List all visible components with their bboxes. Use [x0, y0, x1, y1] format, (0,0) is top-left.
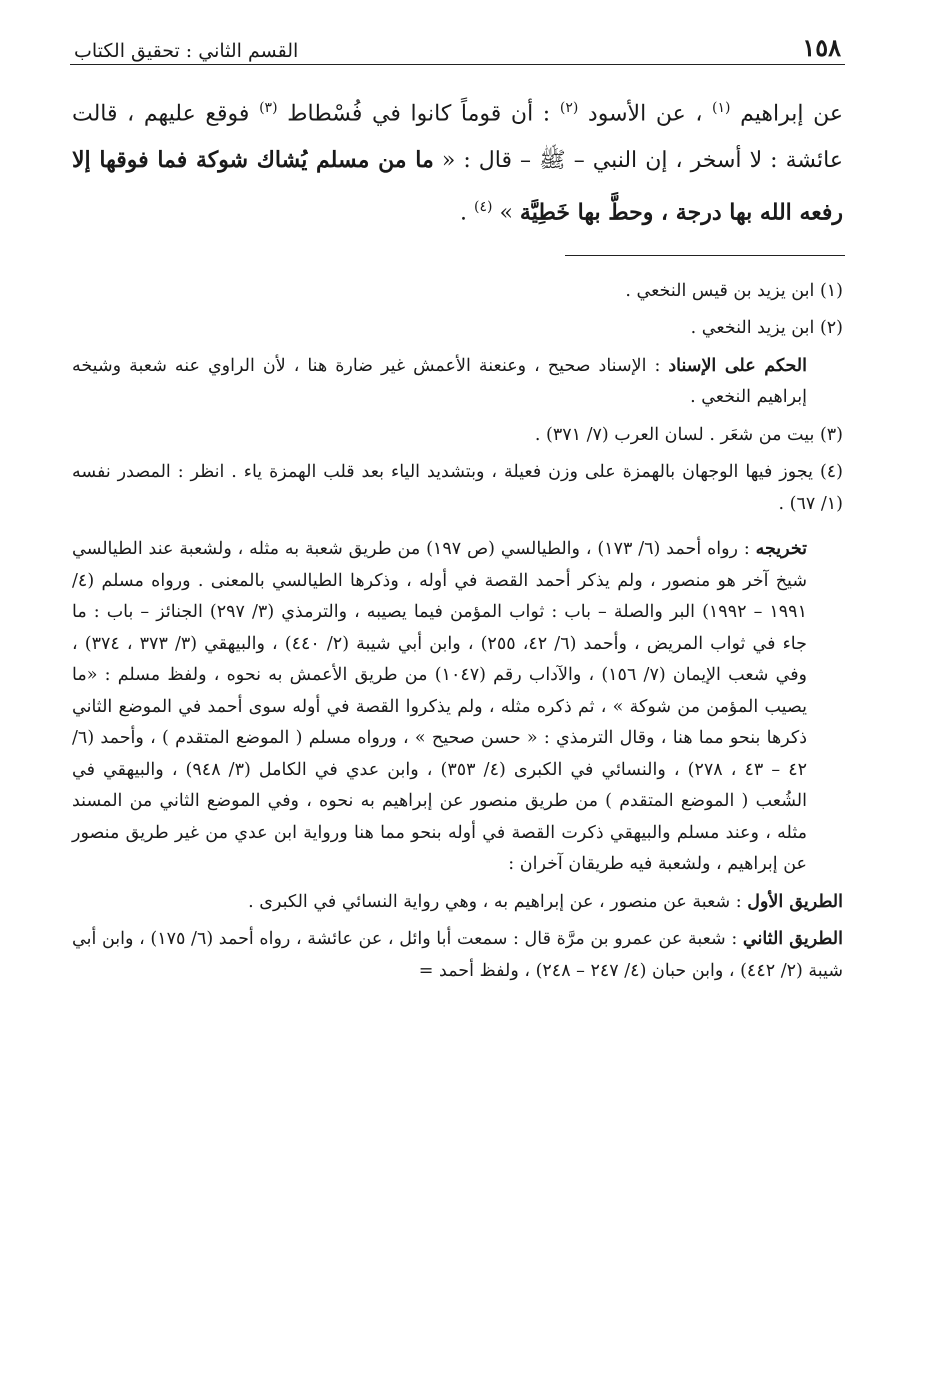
- main-text-part: ، عن الأسود: [578, 101, 713, 127]
- main-text-part: فوقع عليهم ، قالت عائشة : لا أسخر ، إن النبي – ﷺ – قال : «: [72, 101, 843, 174]
- path-2-label: الطريق الثاني: [742, 929, 843, 950]
- main-text: [70, 85, 845, 237]
- takhrij-text: : رواه أحمد (٦/ ١٧٣) ، والطيالسي (ص ١٩٧) من طريق شعبة به مثله ، ولشعبة عند الطيالسي شيخ آخر هو منصور ، ولم يذكر أحمد القصة في أوله ، وذكرها الطيالسي بالمعنى . ورواه مسلم (٤/ ١٩٩١ – ١٩٩٢) البر والصلة – باب : ثواب المؤمن فيما يصيبه ، والترمذي (٣/ ٢٩٧) الجنائز – باب : ما جاء في ثواب المريض ، وأحمد (٦/ ٤٢، ٢٥٥) ، وابن أبي شيبة (٢/ ٤٤٠) ، والبيهقي (٣/ ٣٧٣ ، ٣٧٤) ، وفي شعب الإيمان (٧/ ١٥٦) ، والآداب رقم (١٠٤٧) من طريق الأعمش به نحوه ، ولفظ مسلم : «ما يصيب المؤمن من شوكة » ، ثم ذكره مثله ، ولم يذكروا القصة في أوله سوى أحمد في الموضع الثاني ذكرها بنحو مما هنا ، وقال الترمذي : « حسن صحيح » ، ورواه مسلم ( الموضع المتقدم ) ، وأحمد (٦/ ٤٢ – ٤٣ ، ٢٧٨) ، والنسائي في الكبرى (٤/ ٣٥٣) ، وابن عدي في الكامل (٣/ ٩٤٨) ، والبيهقي في الشُعب ( الموضع المتقدم ) من طريق منصور عن إبراهيم به نحوه ، وفي الموضع الثاني من المسند مثله ، وعند مسلم والبيهقي ذكرت القصة في أوله بنحو مما هنا ورواية ابن عدي من غير طريق منصور عن إبراهيم ، ولشعبة فيه طريقان آخران :: [72, 539, 808, 875]
- main-text-part: : أن قوماً كانوا في فُسْطاط: [277, 101, 560, 127]
- footnote-text: ابن يزيد النخعي .: [690, 318, 815, 339]
- footnote-text: ابن يزيد بن قيس النخعي .: [625, 280, 815, 301]
- hadith-text: ما من مسلم يُشاك شوكة فما فوقها إلا رفعه الله بها درجة ، وحطَّ بها خَطِيَّة: [72, 147, 843, 226]
- footnote-text: يجوز فيها الوجهان بالهمزة على وزن فعيلة ، وبتشديد الياء بعد قلب الهمزة ياء . انظر : المصدر نفسه (١/ ٦٧) .: [72, 462, 843, 514]
- footnote-ref: (٤): [473, 199, 493, 216]
- footnote-number: (٢): [819, 318, 843, 339]
- main-text-part: .: [459, 200, 474, 226]
- footnote-divider: [565, 255, 845, 256]
- main-text-part: عن إبراهيم: [730, 101, 844, 127]
- main-text-part: »: [492, 200, 520, 226]
- footnote-ref: (٢): [559, 100, 579, 116]
- footnote-ref: (٣): [259, 100, 278, 116]
- takhrij: [72, 534, 843, 881]
- path-1-text: : شعبة عن منصور ، عن إبراهيم به ، وهي رواية النسائي في الكبرى .: [248, 891, 748, 912]
- footnote-3: [72, 420, 843, 452]
- book-page: [70, 20, 845, 993]
- footnote-2: [72, 313, 843, 345]
- footnote-number: (٣): [819, 424, 843, 445]
- page-number: ١٥٨: [802, 33, 841, 62]
- ruling-label: الحكم على الإسناد: [668, 355, 807, 376]
- path-1: [72, 887, 843, 919]
- ruling-text: : الإسناد صحيح ، وعنعنة الأعمش غير ضارة هنا ، لأن الراوي عنه شعبة وشيخه إبراهيم النخعي .: [72, 355, 807, 408]
- isnad-ruling: [72, 351, 843, 414]
- path-2-text: : شعبة عن عمرو بن مرَّة قال : سمعت أبا وائل ، عن عائشة ، رواه أحمد (٦/ ١٧٥) ، وابن أبي شيبة (٢/ ٤٤٢) ، وابن حبان (٤/ ٢٤٧ – ٢٤٨) ، ولفظ أحمد =: [72, 929, 843, 981]
- footnote-number: (٤): [819, 462, 843, 483]
- footnotes: [70, 276, 845, 988]
- path-1-label: الطريق الأول: [747, 891, 843, 912]
- path-2: [72, 924, 843, 987]
- footnote-text: بيت من شعَر . لسان العرب (٧/ ٣٧١) .: [534, 424, 815, 445]
- footnote-number: (١): [819, 280, 843, 301]
- footnote-ref: (١): [712, 100, 731, 116]
- footnote-4: [72, 457, 843, 520]
- takhrij-label: تخريجه: [755, 539, 807, 560]
- running-title: القسم الثاني : تحقيق الكتاب: [74, 40, 299, 62]
- footnote-1: [72, 276, 843, 308]
- page-header: [70, 20, 845, 65]
